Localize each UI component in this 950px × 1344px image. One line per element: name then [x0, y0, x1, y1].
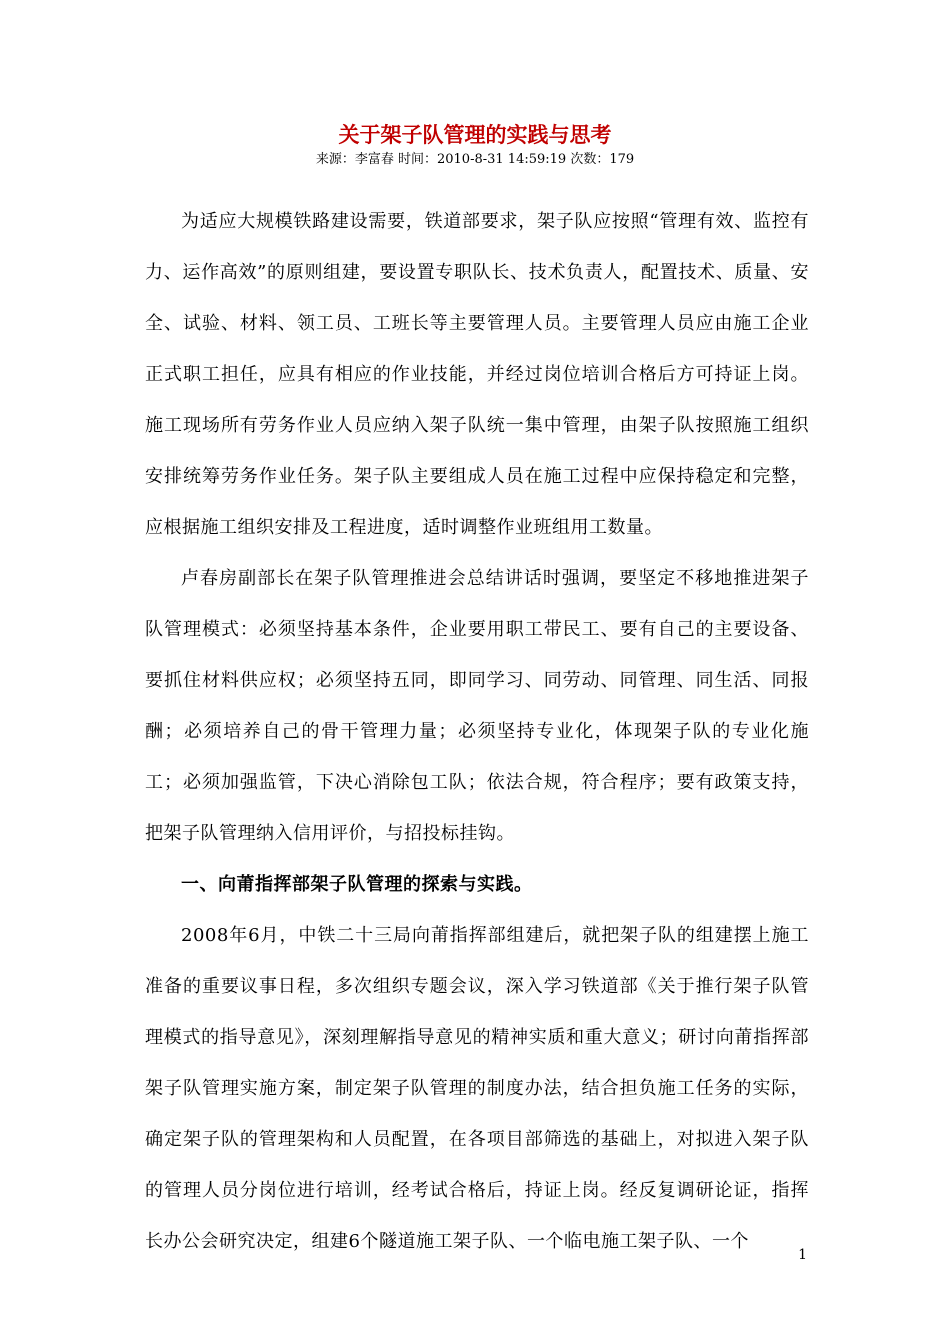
section-heading: 一、向莆指挥部架子队管理的探索与实践。 [181, 874, 533, 895]
document-meta: 来源：李富春 时间：2010-8-31 14:59:19 次数：179 [315, 152, 635, 167]
document-body [145, 196, 809, 1267]
paragraph-3: 2008年6月，中铁二十三局向莆指挥部组建后，就把架子队的组建摆上施工准备的重要议事日程，多次组织专题会议，深入学习铁道部《关于推行架子队管理模式的指导意见》，深刻理解指导意见的精神实质和重大意义；研讨向莆指挥部架子队管理实施方案，制定架子队管理的制度办法，结合担负施工任务的实际，确定架子队的管理架构和人员配置，在各项目部筛选的基础上，对拟进入架子队的管理人员分岗位进行培训，经考试合格后，持证上岗。经反复调研论证，指挥长办公会研究决定，组建6个隧道施工架子队、一个临电施工架子队、一个 [145, 925, 809, 1252]
paragraph-2: 卢春房副部长在架子队管理推进会总结讲话时强调，要坚定不移地推进架子队管理模式：必须坚持基本条件，企业要用职工带民工、要有自己的主要设备、要抓住材料供应权；必须坚持五同，即同学习、同劳动、同管理、同生活、同报酬；必须培养自己的骨干管理力量；必须坚持专业化，体现架子队的专业化施工；必须加强监管，下决心消除包工队；依法合规，符合程序；要有政策支持，把架子队管理纳入信用评价，与招投标挂钩。 [145, 568, 809, 844]
page-number-text: 1 [798, 1247, 807, 1263]
paragraph-1: 为适应大规模铁路建设需要，铁道部要求，架子队应按照“管理有效、监控有力、运作高效”的原则组建，要设置专职队长、技术负责人，配置技术、质量、安全、试验、材料、领工员、工班长等主要管理人员。主要管理人员应由施工企业正式职工担任，应具有相应的作业技能，并经过岗位培训合格后方可持证上岗。施工现场所有劳务作业人员应纳入架子队统一集中管理，由架子队按照施工组织安排统筹劳务作业任务。架子队主要组成人员在施工过程中应保持稳定和完整，应根据施工组织安排及工程进度，适时调整作业班组用工数量。 [145, 211, 809, 538]
document-title: 关于架子队管理的实践与思考 [338, 122, 612, 147]
